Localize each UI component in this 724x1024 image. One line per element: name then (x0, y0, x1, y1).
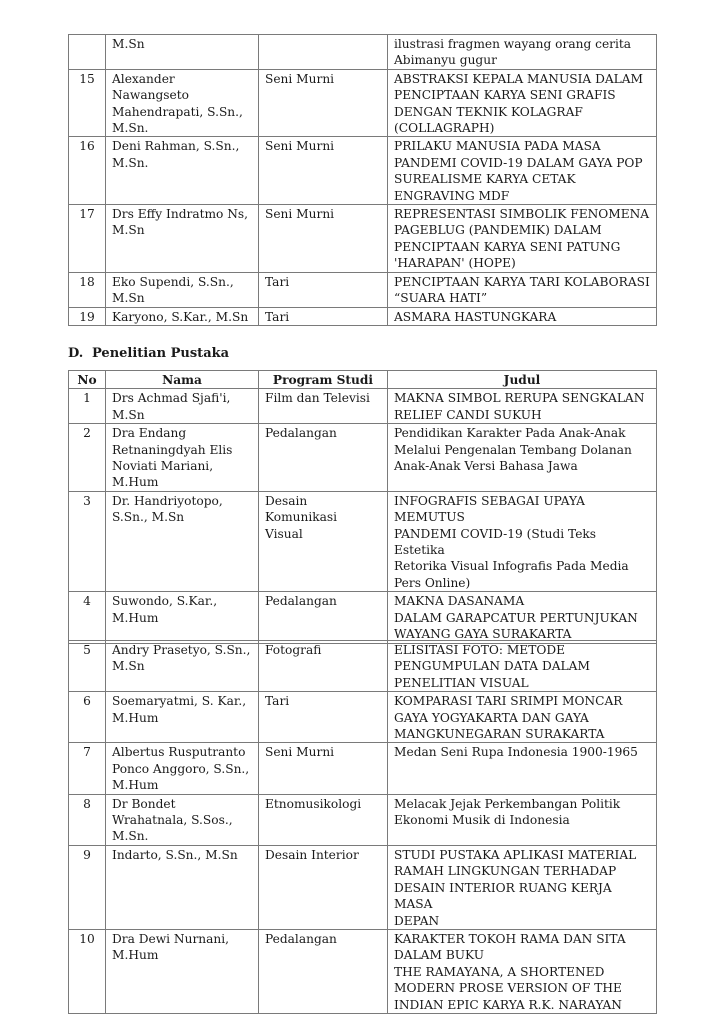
cell-judul: REPRESENTASI SIMBOLIK FENOMENA PAGEBLUG (PANDEMIK) DALAM PENCIPTAAN KARYA SENI PATUNG 'HARAPAN' (HOPE) (388, 205, 657, 273)
header-judul: Judul (388, 371, 657, 389)
table-row (69, 743, 657, 794)
table-row (69, 205, 657, 273)
cell-no: 7 (69, 743, 106, 794)
cell-program-studi: Seni Murni (259, 743, 388, 794)
table-row (69, 389, 657, 424)
cell-program-studi: Film dan Televisi (259, 389, 388, 424)
cell-nama: Albertus Rusputranto Ponco Anggoro, S.Sn., M.Hum (106, 743, 259, 794)
cell-program-studi (259, 35, 388, 70)
cell-no: 8 (69, 794, 106, 845)
cell-nama: Indarto, S.Sn., M.Sn (106, 845, 259, 929)
research-table-continued (68, 34, 657, 326)
cell-no: 17 (69, 205, 106, 273)
cell-no: 10 (69, 929, 106, 1013)
table-body (69, 389, 657, 643)
cell-judul: ABSTRAKSI KEPALA MANUSIA DALAM PENCIPTAAN KARYA SENI GRAFIS DENGAN TEKNIK KOLAGRAF (COLLAGRAPH) (388, 69, 657, 137)
table-row (69, 929, 657, 1013)
cell-nama: Eko Supendi, S.Sn., M.Sn (106, 272, 259, 307)
cell-program-studi: Seni Murni (259, 137, 388, 205)
cell-judul: MAKNA DASANAMA DALAM GARAPCATUR PERTUNJUKAN WAYANG GAYA SURAKARTA (388, 592, 657, 643)
cell-program-studi: Pedalangan (259, 424, 388, 492)
penelitian-pustaka-table-continued (68, 640, 657, 1014)
cell-judul: KARAKTER TOKOH RAMA DAN SITA DALAM BUKU THE RAMAYANA, A SHORTENED MODERN PROSE VERSION OF THE INDIAN EPIC KARYA R.K. NARAYAN (388, 929, 657, 1013)
cell-program-studi: Tari (259, 272, 388, 307)
cell-judul: Pendidikan Karakter Pada Anak-Anak Melalui Pengenalan Tembang Dolanan Anak-Anak Versi Bahasa Jawa (388, 424, 657, 492)
header-nama: Nama (106, 371, 259, 389)
table-row (69, 69, 657, 137)
header-program-studi: Program Studi (259, 371, 388, 389)
table-row (69, 641, 657, 692)
table-row (69, 137, 657, 205)
cell-program-studi: Fotografi (259, 641, 388, 692)
table-row (69, 845, 657, 929)
table-row (69, 307, 657, 325)
cell-program-studi: Desain Interior (259, 845, 388, 929)
cell-no: 5 (69, 641, 106, 692)
section-title: Penelitian Pustaka (92, 346, 230, 361)
table-row (69, 794, 657, 845)
cell-nama: Dra Dewi Nurnani, M.Hum (106, 929, 259, 1013)
cell-no: 2 (69, 424, 106, 492)
cell-nama: Drs Achmad Sjafi'i, M.Sn (106, 389, 259, 424)
table-row (69, 35, 657, 70)
cell-program-studi: Seni Murni (259, 205, 388, 273)
cell-program-studi: Seni Murni (259, 69, 388, 137)
cell-no: 19 (69, 307, 106, 325)
cell-no: 4 (69, 592, 106, 643)
cell-nama: Andry Prasetyo, S.Sn., M.Sn (106, 641, 259, 692)
table-row (69, 272, 657, 307)
table-body (69, 35, 657, 326)
table-header-row (69, 371, 657, 389)
cell-judul: KOMPARASI TARI SRIMPI MONCAR GAYA YOGYAKARTA DAN GAYA MANGKUNEGARAN SURAKARTA (388, 692, 657, 743)
cell-nama: Dra Endang Retnaningdyah Elis Noviati Mariani, M.Hum (106, 424, 259, 492)
cell-nama: Suwondo, S.Kar., M.Hum (106, 592, 259, 643)
cell-no: 1 (69, 389, 106, 424)
cell-no (69, 35, 106, 70)
cell-no: 9 (69, 845, 106, 929)
cell-program-studi: Desain Komunikasi Visual (259, 491, 388, 591)
cell-nama: Dr Bondet Wrahatnala, S.Sos., M.Sn. (106, 794, 259, 845)
table-row (69, 692, 657, 743)
cell-nama: Deni Rahman, S.Sn., M.Sn. (106, 137, 259, 205)
header-no: No (69, 371, 106, 389)
cell-program-studi: Pedalangan (259, 592, 388, 643)
table-row (69, 592, 657, 643)
cell-judul: INFOGRAFIS SEBAGAI UPAYA MEMUTUS PANDEMI COVID-19 (Studi Teks Estetika Retorika Visual Infografis Pada Media Pers Online) (388, 491, 657, 591)
table-row (69, 491, 657, 591)
cell-program-studi: Etnomusikologi (259, 794, 388, 845)
cell-nama: Soemaryatmi, S. Kar., M.Hum (106, 692, 259, 743)
cell-judul: PRILAKU MANUSIA PADA MASA PANDEMI COVID-19 DALAM GAYA POP SUREALISME KARYA CETAK ENGRAVING MDF (388, 137, 657, 205)
cell-nama: Alexander Nawangseto Mahendrapati, S.Sn., M.Sn. (106, 69, 259, 137)
penelitian-pustaka-table (68, 370, 657, 644)
cell-judul: Medan Seni Rupa Indonesia 1900-1965 (388, 743, 657, 794)
cell-no: 18 (69, 272, 106, 307)
cell-judul: PENCIPTAAN KARYA TARI KOLABORASI “SUARA HATI” (388, 272, 657, 307)
cell-nama: Drs Effy Indratmo Ns, M.Sn (106, 205, 259, 273)
cell-judul: Melacak Jejak Perkembangan Politik Ekonomi Musik di Indonesia (388, 794, 657, 845)
table-row (69, 424, 657, 492)
cell-program-studi: Pedalangan (259, 929, 388, 1013)
cell-nama: Karyono, S.Kar., M.Sn (106, 307, 259, 325)
cell-no: 15 (69, 69, 106, 137)
cell-nama: Dr. Handriyotopo, S.Sn., M.Sn (106, 491, 259, 591)
cell-no: 3 (69, 491, 106, 591)
cell-program-studi: Tari (259, 692, 388, 743)
cell-no: 6 (69, 692, 106, 743)
cell-judul: ELISITASI FOTO: METODE PENGUMPULAN DATA DALAM PENELITIAN VISUAL (388, 641, 657, 692)
cell-program-studi: Tari (259, 307, 388, 325)
section-heading (68, 346, 229, 361)
cell-judul: ilustrasi fragmen wayang orang cerita Abimanyu gugur (388, 35, 657, 70)
cell-judul: MAKNA SIMBOL RERUPA SENGKALAN RELIEF CANDI SUKUH (388, 389, 657, 424)
section-letter: D. (68, 346, 84, 361)
cell-nama: M.Sn (106, 35, 259, 70)
cell-judul: ASMARA HASTUNGKARA (388, 307, 657, 325)
cell-no: 16 (69, 137, 106, 205)
cell-judul: STUDI PUSTAKA APLIKASI MATERIAL RAMAH LINGKUNGAN TERHADAP DESAIN INTERIOR RUANG KERJA MASA DEPAN (388, 845, 657, 929)
table-body (69, 641, 657, 1014)
